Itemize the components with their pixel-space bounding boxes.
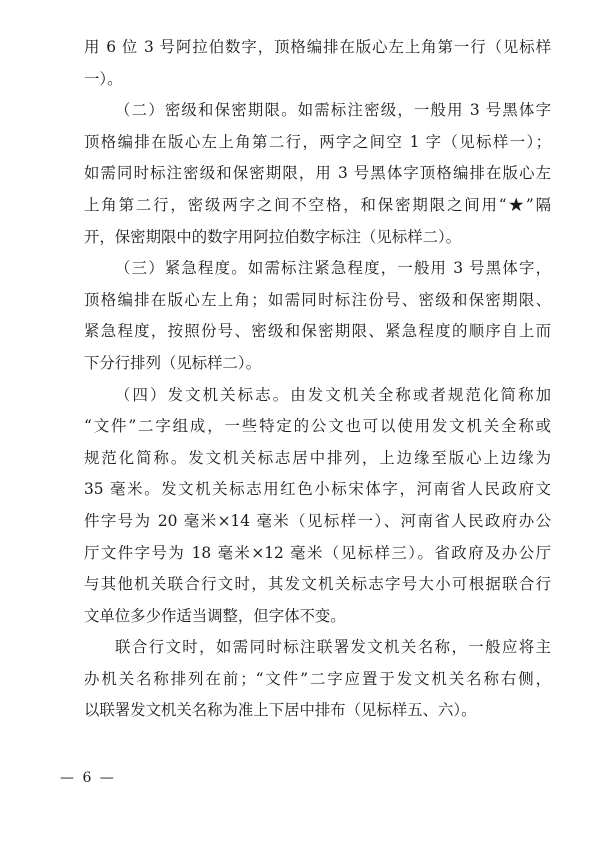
text-line: 上角第二行，密级两字之间不空格，和保密期限之间用“★”隔: [84, 195, 551, 214]
text-line: “文件”二字组成，一些特定的公文也可以使用发文机关全称或: [84, 417, 551, 436]
paragraph-start-line: 联合行文时，如需同时标注联署发文机关名称，一般应将主: [115, 638, 551, 657]
text-line: 一）。: [84, 69, 123, 88]
text-line: 文单位多少作适当调整，但字体不变。: [84, 606, 346, 625]
text-line: 顶格编排在版心左上角第二行，两字之间空 1 字（见标样一）；: [84, 132, 551, 151]
text-line: 厅文件字号为 18 毫米×12 毫米（见标样三）。省政府及办公厅: [84, 543, 551, 562]
section-heading-line: （二）密级和保密期限。如需标注密级，一般用 3 号黑体字: [115, 101, 551, 120]
text-line: 件字号为 20 毫米×14 毫米（见标样一）、河南省人民政府办公: [84, 511, 551, 530]
text-line: 顶格编排在版心左上角；如需同时标注份号、密级和保密期限、: [84, 290, 551, 309]
section-heading-line: （三）紧急程度。如需标注紧急程度，一般用 3 号黑体字，: [115, 259, 551, 278]
text-line: 35 毫米。发文机关标志用红色小标宋体字，河南省人民政府文: [84, 480, 551, 499]
text-line: 下分行排列（见标样二）。: [84, 353, 261, 372]
text-line: 开，保密期限中的数字用阿拉伯数字标注（见标样二）。: [84, 227, 462, 246]
text-line: 规范化简称。发文机关标志居中排列，上边缘至版心上边缘为: [84, 448, 551, 467]
text-line: 以联署发文机关名称为准上下居中排布（见标样五、六）。: [84, 701, 477, 720]
text-line: 如需同时标注密级和保密期限，用 3 号黑体字顶格编排在版心左: [84, 164, 551, 183]
text-line: 与其他机关联合行文时，其发文机关标志字号大小可根据联合行: [84, 575, 551, 594]
text-line: 用 6 位 3 号阿拉伯数字，顶格编排在版心左上角第一行（见标样: [84, 38, 551, 56]
body-text: [84, 32, 551, 727]
section-heading-line: （四）发文机关标志。由发文机关全称或者规范化简称加: [115, 385, 551, 404]
text-line: 紧急程度，按照份号、密级和保密期限、紧急程度的顺序自上而: [84, 322, 551, 341]
text-line: 办机关名称排列在前；“文件”二字应置于发文机关名称右侧，: [84, 669, 551, 688]
page-number: — 6 —: [60, 770, 116, 786]
